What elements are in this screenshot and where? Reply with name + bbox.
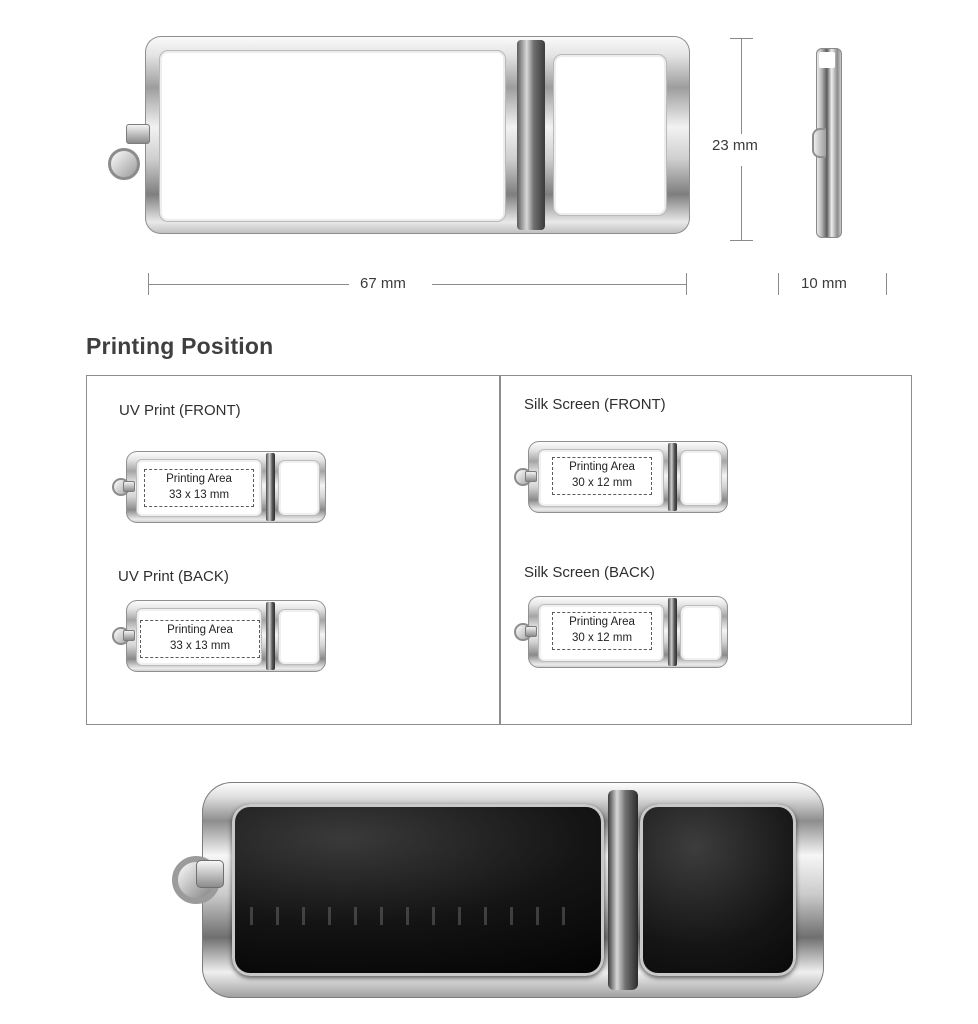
mini-drive-cap [278, 460, 320, 516]
keyring-lug-icon [525, 471, 537, 482]
leather-cap-surface [640, 804, 796, 976]
keyring-lug-icon [123, 481, 135, 492]
silk-screen-back-label: Silk Screen (BACK) [524, 564, 655, 581]
side-view-notch [819, 52, 835, 68]
printing-area-label: Printing Area [569, 616, 635, 629]
keyring-loop-icon [108, 148, 140, 180]
depth-dimension-tick-right [886, 273, 887, 295]
keyring-lug-icon [525, 626, 537, 637]
depth-dimension-tick-left [778, 273, 779, 295]
bottom-product-photo-section [0, 760, 978, 1024]
uv-print-back-label: UV Print (BACK) [118, 568, 229, 585]
front-cap-panel [553, 54, 667, 216]
mini-drive-cap [680, 605, 722, 661]
mini-drive-cap [278, 609, 320, 665]
depth-dimension-label: 10 mm [801, 275, 847, 292]
leather-body-surface [232, 804, 604, 976]
printing-area-label: Printing Area [166, 473, 232, 486]
printing-area-box [552, 457, 652, 495]
printing-area-size: 33 x 13 mm [168, 489, 230, 501]
uv-print-panel [86, 375, 500, 725]
uv-print-front-drive [126, 451, 326, 523]
height-dimension-line [741, 38, 742, 134]
silk-screen-front-drive [528, 441, 728, 513]
silk-screen-panel [500, 375, 912, 725]
uv-print-front-label: UV Print (FRONT) [119, 402, 241, 419]
keyring-lug-icon [126, 124, 150, 144]
printing-area-box [140, 620, 260, 658]
width-dimension-line-right [432, 284, 686, 285]
usb-drive-front-view-icon [145, 36, 690, 234]
width-dimension-line-left [149, 284, 349, 285]
mini-drive-seam [266, 602, 275, 670]
height-dimension-tick-bottom [730, 240, 753, 241]
keyring-lug-icon [196, 860, 224, 888]
printing-area-box [552, 612, 652, 650]
cap-seam [517, 40, 545, 230]
printing-area-size: 30 x 12 mm [571, 632, 633, 644]
printing-area-box [144, 469, 254, 507]
side-view-keyring-icon [812, 128, 826, 158]
printing-area-label: Printing Area [167, 624, 233, 637]
height-dimension-line-lower [741, 166, 742, 240]
silk-screen-back-drive [528, 596, 728, 668]
mini-drive-seam [266, 453, 275, 521]
mini-drive-seam [668, 598, 677, 666]
printing-area-size: 33 x 13 mm [169, 640, 231, 652]
printing-area-size: 30 x 12 mm [571, 477, 633, 489]
width-dimension-tick-right [686, 273, 687, 295]
silk-screen-front-label: Silk Screen (FRONT) [524, 396, 666, 413]
height-dimension-label: 23 mm [712, 137, 758, 154]
mini-drive-cap [680, 450, 722, 506]
top-view-section [0, 0, 978, 320]
usb-drive-leather-photo-icon [202, 782, 824, 998]
uv-print-back-drive [126, 600, 326, 672]
printing-area-label: Printing Area [569, 461, 635, 474]
mini-drive-seam [668, 443, 677, 511]
width-dimension-label: 67 mm [360, 275, 406, 292]
page-title: Printing Position [86, 333, 274, 359]
keyring-lug-icon [123, 630, 135, 641]
front-body-panel [159, 50, 506, 222]
cap-seam [608, 790, 638, 990]
height-dimension-tick-top [730, 38, 753, 39]
